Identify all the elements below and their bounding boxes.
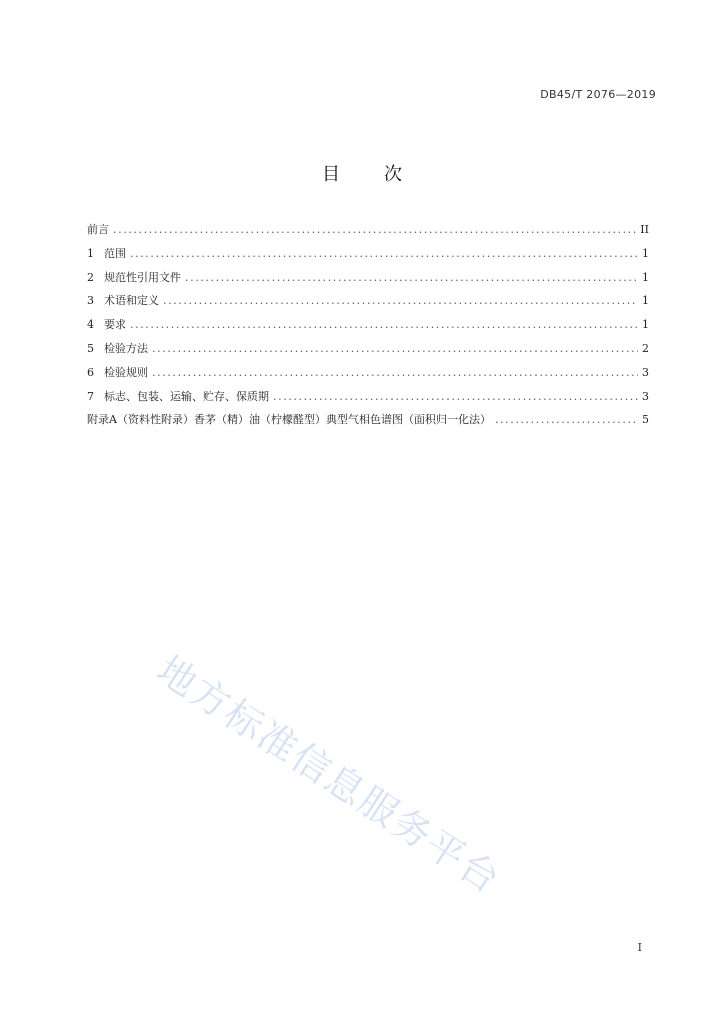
toc-entry-page: 3 xyxy=(642,389,649,403)
toc-entry-preface[interactable] xyxy=(87,218,649,242)
toc-entry-page: 1 xyxy=(642,294,649,308)
toc-entry-label: 附录A（资料性附录）香茅（精）油（柠檬醛型）典型气相色谱图（面积归一化法） xyxy=(87,413,491,427)
toc-entry-label: 前言 xyxy=(87,223,109,236)
toc-entry-number: 6 xyxy=(87,365,94,379)
toc-leader-dots xyxy=(130,313,638,337)
toc-entry-page: II xyxy=(640,223,649,236)
toc-entry-appendix-a[interactable] xyxy=(87,408,649,432)
toc-entry-page: 3 xyxy=(642,365,649,379)
toc-leader-dots xyxy=(130,242,638,266)
toc-entry-scope[interactable] xyxy=(87,242,649,266)
toc-entry-page: 1 xyxy=(642,270,649,284)
page-number: I xyxy=(637,941,642,954)
page-title xyxy=(0,160,724,186)
toc-entry-label: 规范性引用文件 xyxy=(104,270,181,284)
title-char-1: 目 xyxy=(322,164,340,185)
table-of-contents xyxy=(87,218,649,432)
toc-entry-number: 4 xyxy=(87,318,94,332)
toc-entry-normative-references[interactable] xyxy=(87,266,649,290)
toc-entry-label: 检验方法 xyxy=(104,341,148,355)
toc-entry-page: 1 xyxy=(642,318,649,332)
toc-entry-number: 2 xyxy=(87,270,94,284)
title-char-2: 次 xyxy=(384,164,402,185)
toc-leader-dots xyxy=(273,385,638,409)
toc-entry-terms-definitions[interactable] xyxy=(87,289,649,313)
watermark-text: 地方标准信息服务平台 xyxy=(149,647,509,903)
toc-leader-dots xyxy=(185,266,638,290)
toc-entry-test-methods[interactable] xyxy=(87,337,649,361)
toc-leader-dots xyxy=(113,218,636,242)
toc-entry-page: 2 xyxy=(642,341,649,355)
toc-entry-number: 1 xyxy=(87,246,94,260)
toc-entry-number: 7 xyxy=(87,389,94,403)
toc-entry-page: 1 xyxy=(642,246,649,260)
toc-entry-number: 5 xyxy=(87,341,94,355)
toc-entry-label: 标志、包装、运输、贮存、保质期 xyxy=(104,389,269,403)
toc-leader-dots xyxy=(152,337,638,361)
toc-entry-number: 3 xyxy=(87,294,94,308)
toc-entry-page: 5 xyxy=(642,413,649,427)
toc-entry-label: 要求 xyxy=(104,318,126,332)
document-code: DB45/T 2076—2019 xyxy=(540,88,656,101)
toc-entry-marking-packaging[interactable] xyxy=(87,385,649,409)
toc-leader-dots xyxy=(495,408,638,432)
toc-entry-label: 术语和定义 xyxy=(104,294,159,308)
toc-leader-dots xyxy=(152,361,638,385)
toc-entry-requirements[interactable] xyxy=(87,313,649,337)
toc-leader-dots xyxy=(163,289,638,313)
toc-entry-inspection-rules[interactable] xyxy=(87,361,649,385)
toc-entry-label: 范围 xyxy=(104,246,126,260)
toc-entry-label: 检验规则 xyxy=(104,365,148,379)
